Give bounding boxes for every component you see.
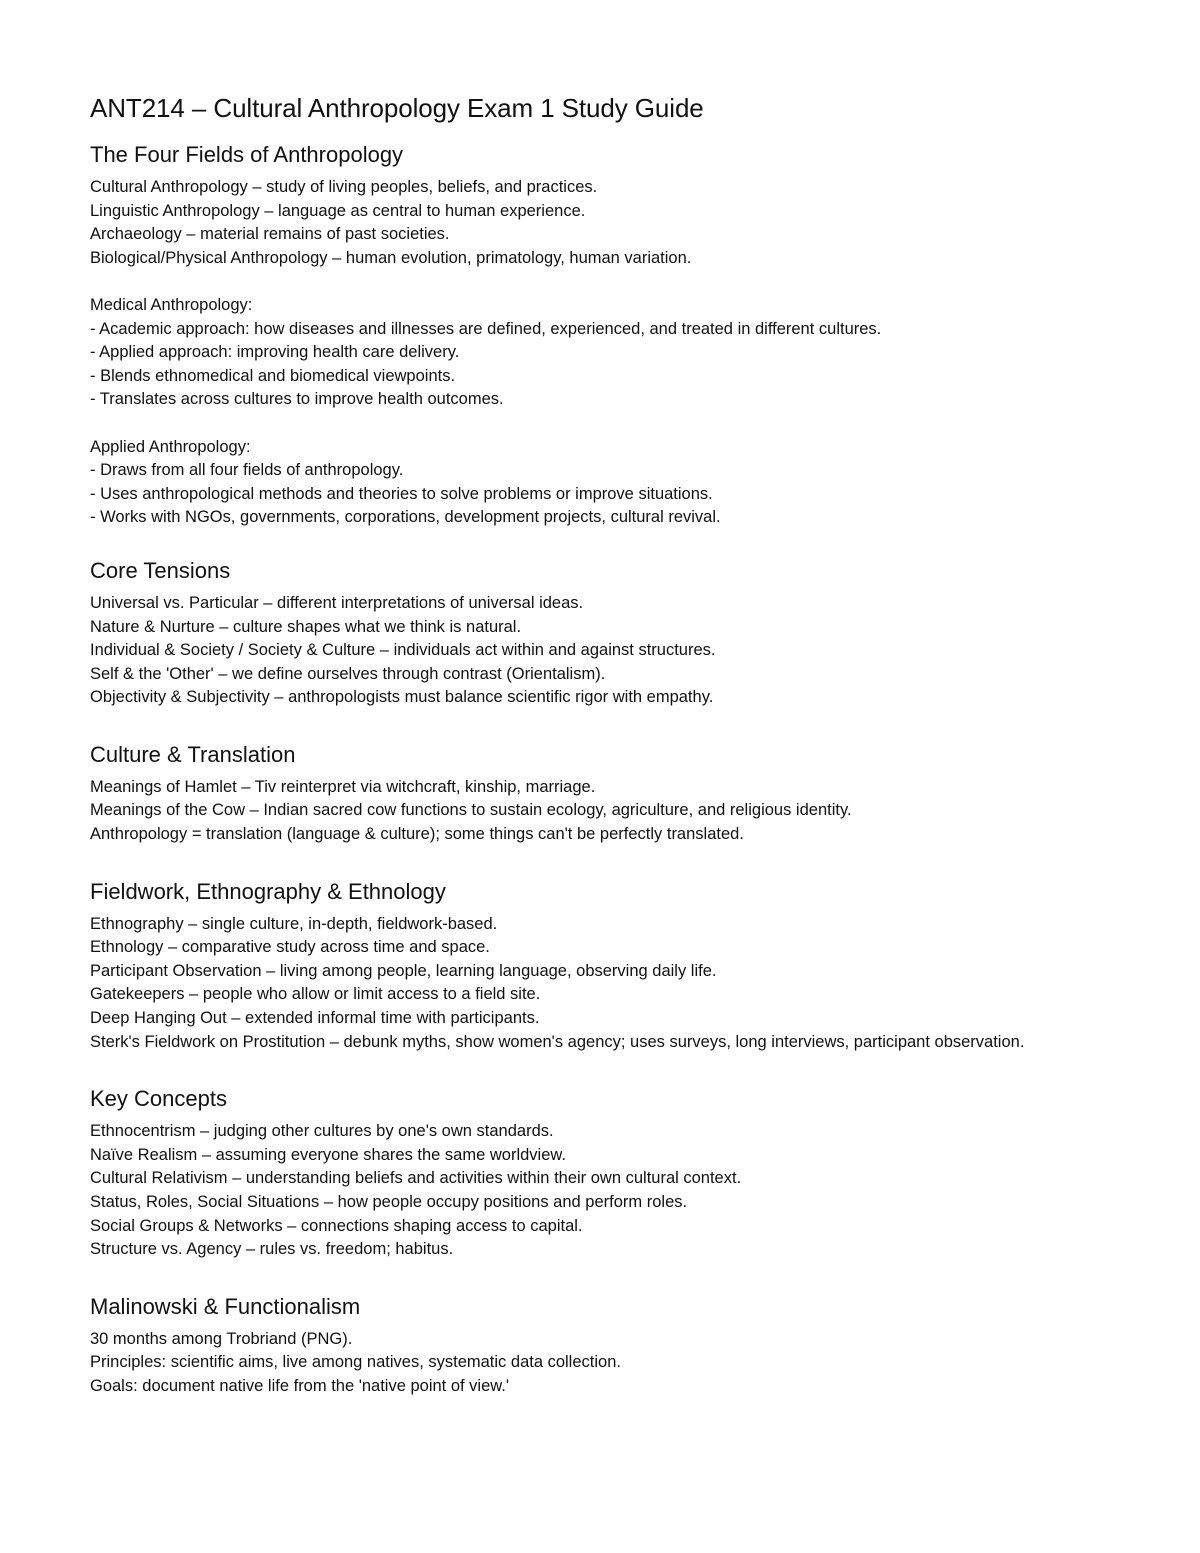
list-item: Participant Observation – living among people, learning language, observing daily life.: [90, 961, 717, 980]
section-culture-translation: [90, 740, 1110, 847]
list-item: Gatekeepers – people who allow or limit access to a field site.: [90, 985, 541, 1004]
list-item: Universal vs. Particular – different interpretations of universal ideas.: [90, 593, 584, 612]
list-item: Cultural Relativism – understanding beliefs and activities within their own cultural context.: [90, 1169, 742, 1188]
list-item: Goals: document native life from the 'native point of view.': [90, 1376, 510, 1395]
list-item: Naïve Realism – assuming everyone shares the same worldview.: [90, 1145, 566, 1164]
list-item: - Draws from all four fields of anthropology.: [90, 461, 404, 480]
section-heading: Key Concepts: [90, 1086, 227, 1112]
list-item: Medical Anthropology:: [90, 295, 253, 314]
list-item: Sterk's Fieldwork on Prostitution – debunk myths, show women's agency; uses surveys, long interviews, participant observation.: [90, 1032, 1025, 1051]
list-item: - Works with NGOs, governments, corporations, development projects, cultural revival.: [90, 508, 721, 527]
list-item: 30 months among Trobriand (PNG).: [90, 1329, 353, 1348]
section-heading: The Four Fields of Anthropology: [90, 142, 404, 167]
list-item: Ethnology – comparative study across time and space.: [90, 938, 490, 957]
document-page: [90, 88, 1110, 1399]
list-item: Ethnocentrism – judging other cultures by one's own standards.: [90, 1122, 554, 1141]
list-item: - Applied approach: improving health care delivery.: [90, 343, 460, 362]
section-key-concepts: [90, 1084, 1110, 1262]
list-item: Structure vs. Agency – rules vs. freedom; habitus.: [90, 1240, 454, 1259]
section-heading: Fieldwork, Ethnography & Ethnology: [90, 878, 446, 904]
list-item: Social Groups & Networks – connections shaping access to capital.: [90, 1216, 583, 1235]
section-heading: Core Tensions: [90, 557, 231, 583]
list-item: Cultural Anthropology – study of living peoples, beliefs, and practices.: [90, 178, 598, 196]
list-item: - Academic approach: how diseases and illnesses are defined, experienced, and treated in different cultures.: [90, 319, 882, 338]
list-item: Biological/Physical Anthropology – human evolution, primatology, human variation.: [90, 248, 692, 267]
list-item: Deep Hanging Out – extended informal time with participants.: [90, 1009, 540, 1028]
list-item: Nature & Nurture – culture shapes what we think is natural.: [90, 617, 522, 636]
list-item: Anthropology = translation (language & culture); some things can't be perfectly translated.: [90, 825, 744, 844]
section-core-tensions: [90, 556, 1110, 710]
list-item: Applied Anthropology:: [90, 437, 251, 456]
list-item: Principles: scientific aims, live among natives, systematic data collection.: [90, 1353, 621, 1372]
list-item: Meanings of Hamlet – Tiv reinterpret via witchcraft, kinship, marriage.: [90, 777, 596, 796]
section-malinowski: [90, 1292, 1110, 1399]
list-item: - Uses anthropological methods and theories to solve problems or improve situations.: [90, 484, 713, 503]
section-fieldwork: [90, 877, 1110, 1055]
list-item: Objectivity & Subjectivity – anthropologists must balance scientific rigor with empathy.: [90, 688, 714, 707]
fields-list: [90, 176, 1110, 270]
list-item: Individual & Society / Society & Culture – individuals act within and against structures.: [90, 641, 716, 660]
section-four-fields: [90, 140, 1110, 530]
list-item: Linguistic Anthropology – language as central to human experience.: [90, 201, 586, 220]
list-item: Archaeology – material remains of past societies.: [90, 225, 450, 244]
list-item: Status, Roles, Social Situations – how people occupy positions and perform roles.: [90, 1193, 688, 1211]
list-item: - Translates across cultures to improve health outcomes.: [90, 390, 504, 409]
section-heading: Malinowski & Functionalism: [90, 1293, 361, 1319]
document-title: ANT214 – Cultural Anthropology Exam 1 Study Guide: [90, 93, 704, 123]
list-item: Meanings of the Cow – Indian sacred cow functions to sustain ecology, agriculture, and religious identity.: [90, 801, 852, 820]
list-item: Ethnography – single culture, in-depth, fieldwork-based.: [90, 914, 498, 933]
list-item: - Blends ethnomedical and biomedical viewpoints.: [90, 366, 456, 385]
medical-anthropology-block: [90, 294, 1110, 412]
section-heading: Culture & Translation: [90, 741, 296, 767]
list-item: Self & the 'Other' – we define ourselves through contrast (Orientalism).: [90, 664, 606, 683]
applied-anthropology-block: [90, 436, 1110, 530]
